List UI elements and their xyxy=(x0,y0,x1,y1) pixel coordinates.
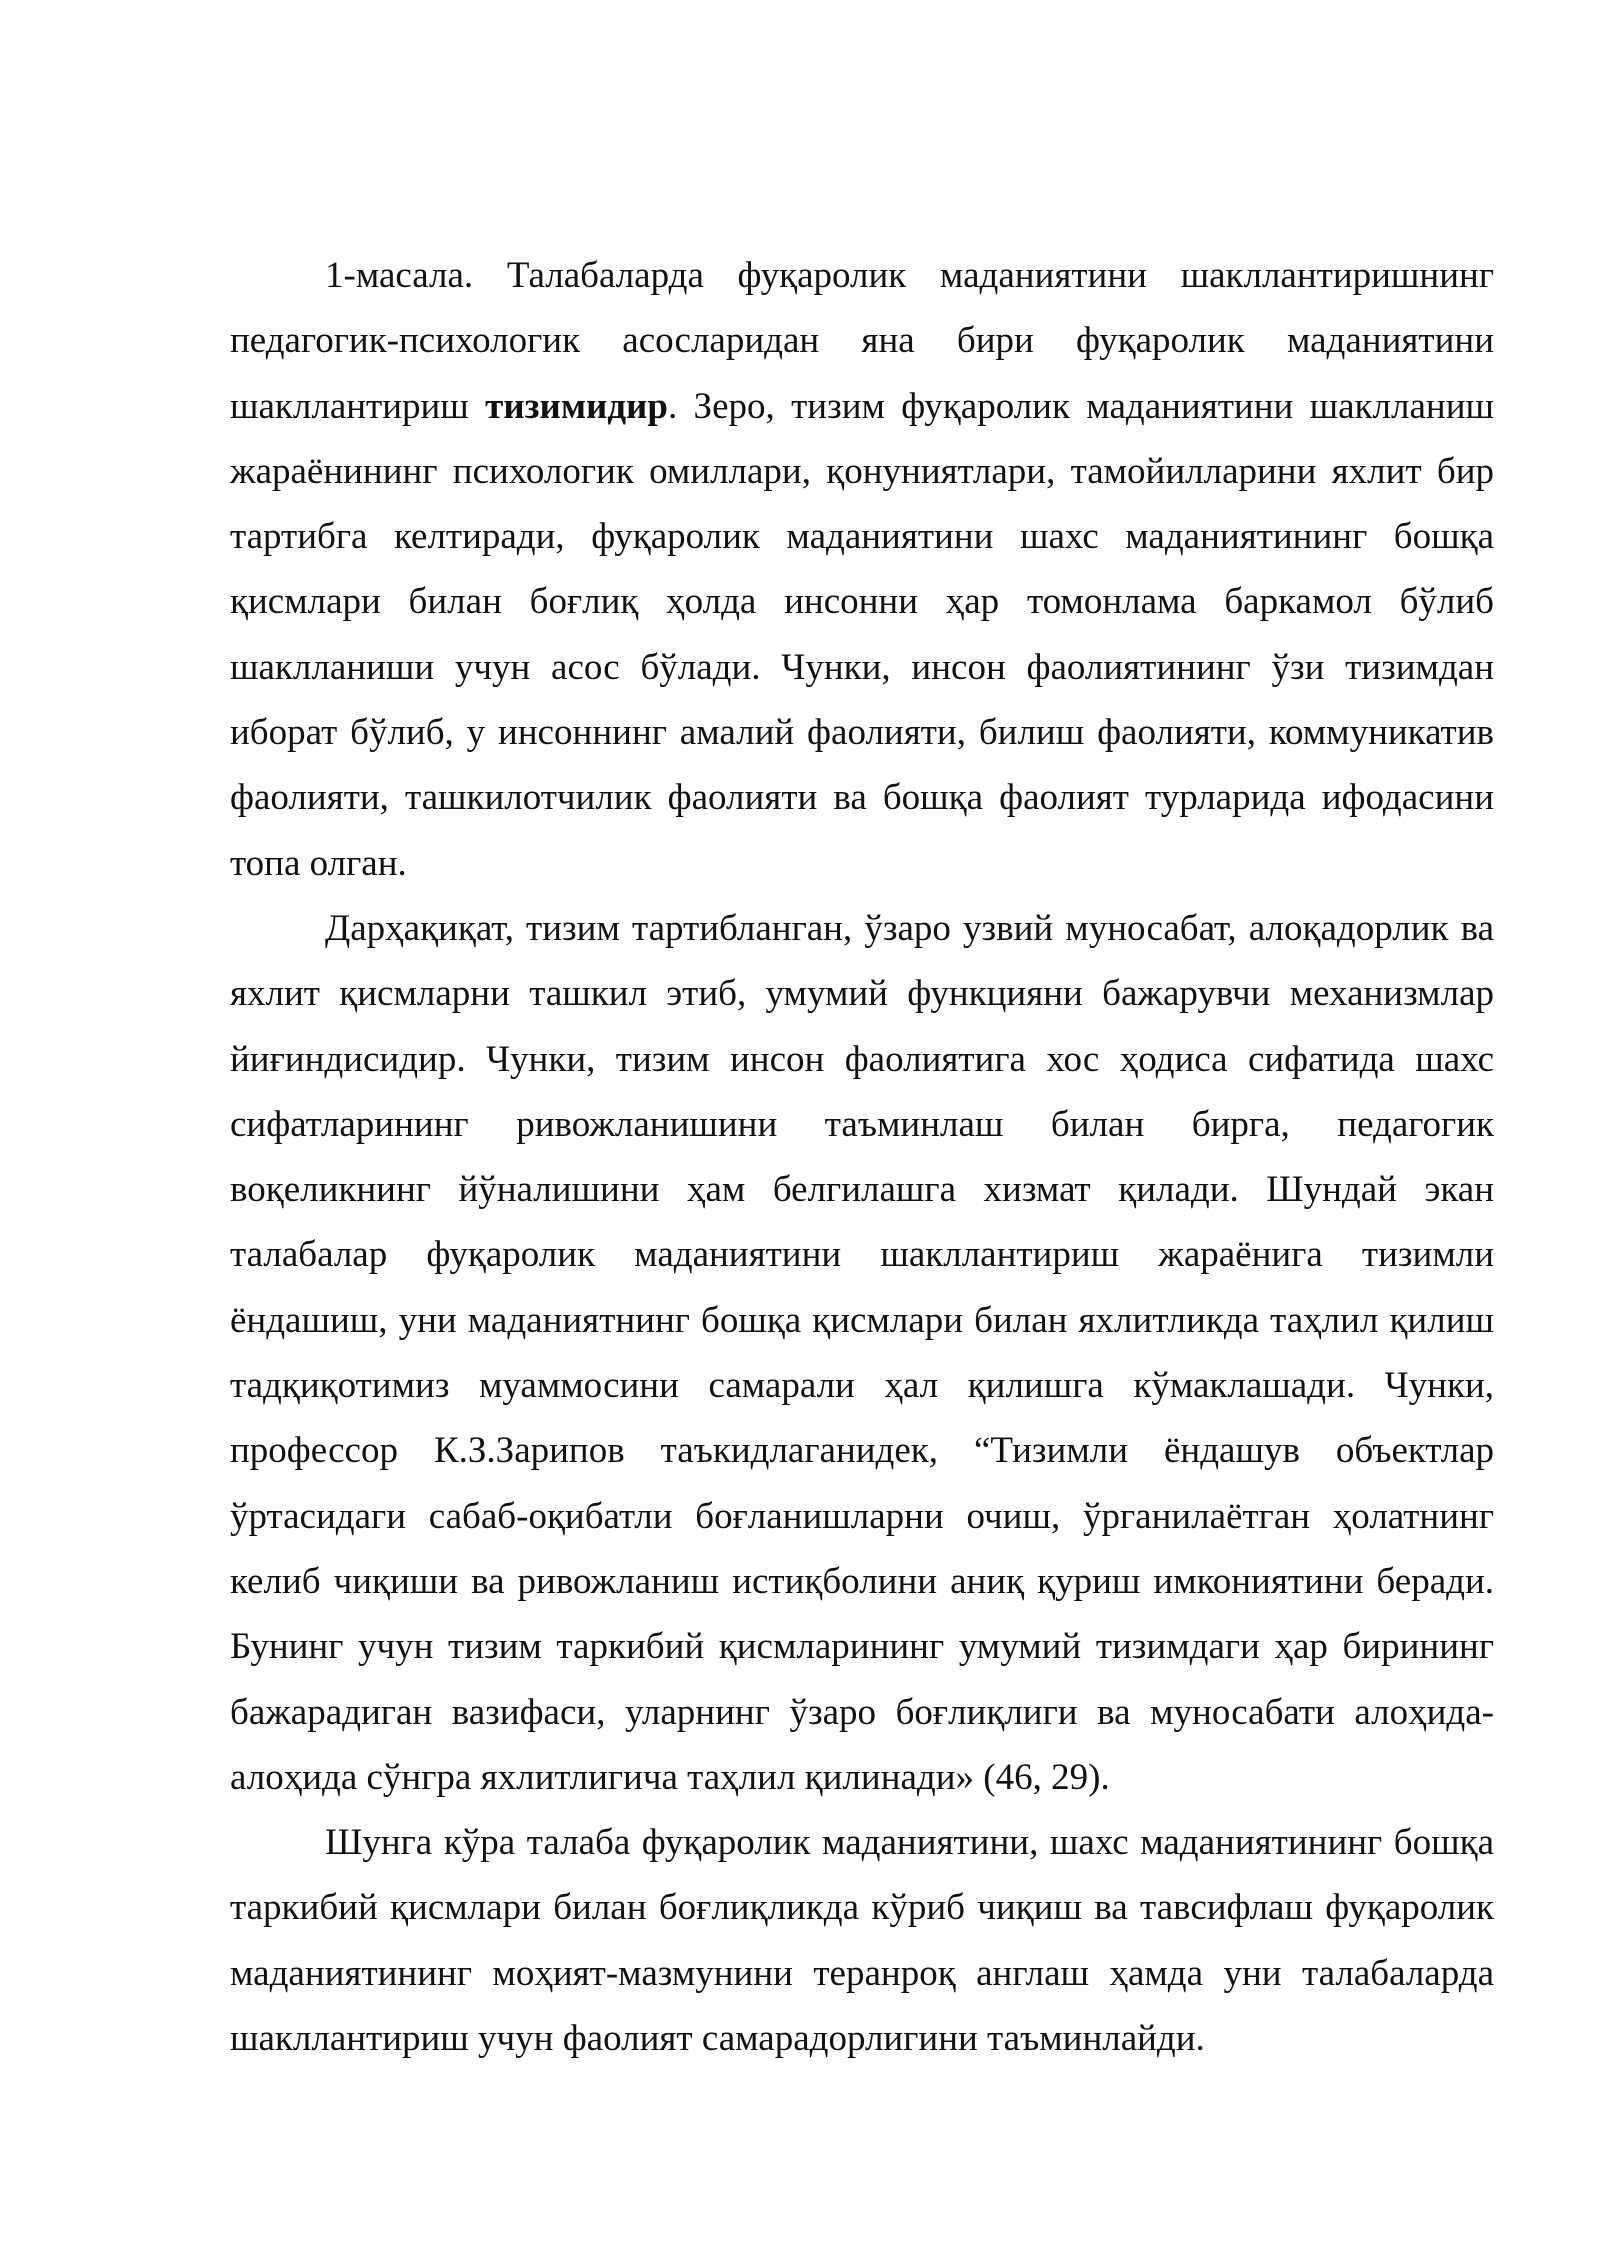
paragraph-1 xyxy=(230,243,1494,896)
body-text xyxy=(230,243,1494,2071)
paragraph-2: Дарҳақиқат, тизим тартибланган, ўзаро узвий муносабат, алоқадорлик ва яхлит қисмларни ташкил этиб, умумий функцияни бажарувчи механизмлар йиғиндисидир. Чунки, тизим инсон фаолиятига хос ҳодиса сифатида шахс сифатларининг ривожланишини таъминлаш билан бирга, педагогик воқеликнинг йўналишини ҳам белгилашга хизмат қилади. Шундай экан талабалар фуқаролик маданиятини шакллантириш жараёнига тизимли ёндашиш, уни маданиятнинг бошқа қисмлари билан яхлитликда таҳлил қилиш тадқиқотимиз муаммосини самарали ҳал қилишга кўмаклашади. Чунки, профессор К.З.Зарипов таъкидлаганидек, “Тизимли ёндашув объектлар ўртасидаги сабаб-оқибатли боғланишларни очиш, ўрганилаётган ҳолатнинг келиб чиқиши ва ривожланиш истиқболини аниқ қуриш имкониятини беради. Бунинг учун тизим таркибий қисмларининг умумий тизимдаги ҳар бирининг бажарадиган вазифаси, уларнинг ўзаро боғлиқлиги ва муносабати алоҳида-алоҳида сўнгра яхлитлигича таҳлил қилинади» (46, 29). xyxy=(230,907,1494,1798)
paragraph-1-part-2: . Зеро, тизим фуқаролик маданиятини шаклланиш жараёнининг психологик омиллари, қонуниятлари, тамойилларини яхлит бир тартибга келтиради, фуқаролик маданиятини шахс маданиятининг бошқа қисмлари билан боғлиқ ҳолда инсонни ҳар томонлама баркамол бўлиб шаклланиши учун асос бўлади. Чунки, инсон фаолиятининг ўзи тизимдан иборат бўлиб, у инсоннинг амалий фаолияти, билиш фаолияти, коммуникатив фаолияти, ташкилотчилик фаолияти ва бошқа фаолият турларида ифодасини топа олган. xyxy=(230,385,1494,884)
paragraph-3: Шунга кўра талаба фуқаролик маданиятини, шахс маданиятининг бошқа таркибий қисмлари билан боғлиқликда кўриб чиқиш ва тавсифлаш фуқаролик маданиятининг моҳият-мазмунини теранроқ англаш ҳамда уни талабаларда шакллантириш учун фаолият самарадорлигини таъминлайди. xyxy=(230,1822,1494,2060)
bold-term: тизимидир xyxy=(485,385,668,427)
paragraph-1-part-1: 1-масала. Талабаларда фуқаролик маданиятини шакллантиришнинг педагогик-психологик асосларидан яна бири фуқаролик маданиятини шакллантириш xyxy=(230,255,1494,427)
